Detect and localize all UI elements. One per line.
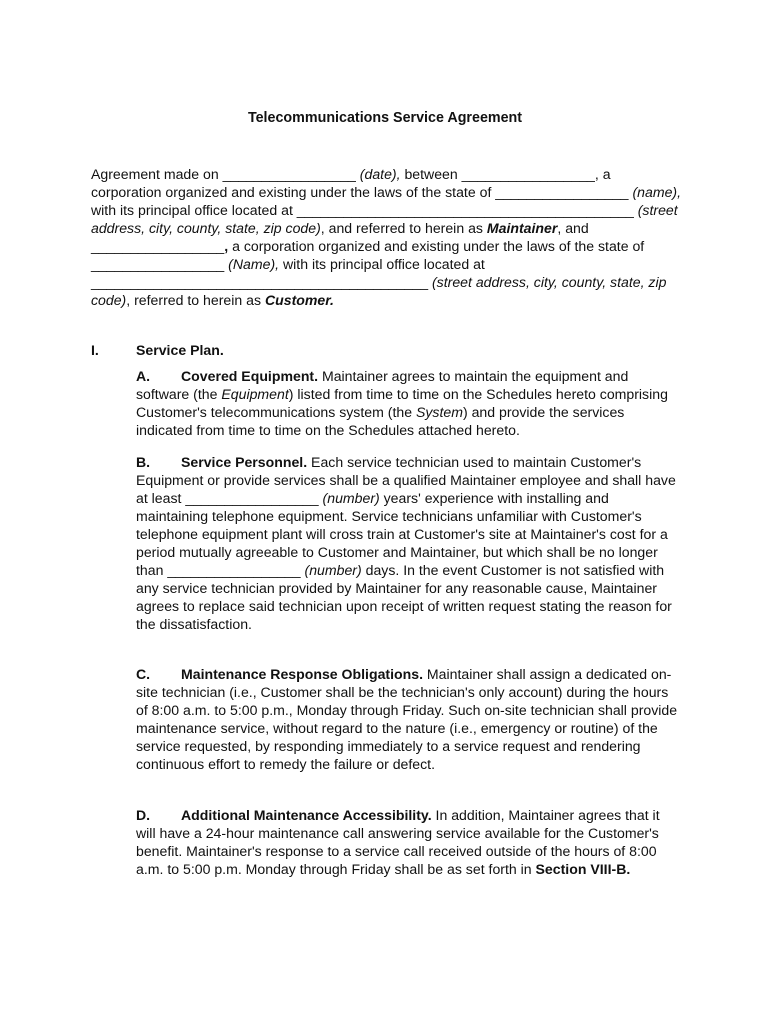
subsection-a-text-1: Maintainer agrees to maintain the equipment and software (the: [136, 368, 629, 402]
subsection-b-number-hint-1: (number): [322, 490, 380, 506]
intro-text-7: , and referred to herein as: [320, 220, 487, 236]
section-heading: [91, 341, 691, 359]
intro-text-3: between _________________, a corporation organized and existing under the laws of the state of _________________: [91, 166, 633, 200]
system-term: System: [415, 404, 463, 420]
intro-paragraph: [91, 165, 681, 309]
section-title: Service Plan.: [136, 342, 224, 358]
equipment-term: Equipment: [221, 386, 289, 402]
intro-text-9: , and _________________: [91, 220, 589, 254]
subsection-b-letter: B.: [136, 454, 151, 470]
document-title: Telecommunications Service Agreement: [247, 110, 523, 126]
subsection-c: [136, 665, 681, 773]
subsection-b-text-5: days. In the event Customer is not satisfied with any service technician provided by Maintainer for any reasonable cause, Maintainer agrees to replace said technician upon receipt of written request stating the reason for the dissatisfaction.: [136, 562, 672, 632]
subsection-c-text-1: Maintainer shall assign a dedicated on-site technician (i.e., Customer shall be the technician's only account) during the hours of 8:00 a.m. to 5:00 p.m., Monday through Friday. Such on-site technician shall provide maintenance service, without regard to the nature (i.e., emergency or routine) of the service requested, by responding immediately to a service request and rendering continuous effort to remedy the failure or defect.: [136, 666, 678, 772]
intro-text-15: , referred to herein as: [126, 292, 265, 308]
subsection-d-heading: Additional Maintenance Accessibility.: [181, 807, 432, 823]
subsection-d-letter: D.: [136, 807, 151, 823]
subsection-a-text-3: ) listed from time to time on the Schedules hereto comprising Customer's telecommunications system (the: [136, 386, 668, 420]
subsection-b-text-3: years' experience with installing and maintaining telephone equipment. Service technicians unfamiliar with Customer's telephone equipment plant will cross train at Customer's site at Maintainer's cost for a period mutually agreeable to Customer and Maintainer, but which shall be no longer than _________________: [136, 490, 668, 578]
intro-address-hint-2: (street address, city, county, state, zip code): [91, 274, 667, 308]
subsection-d: [136, 806, 681, 878]
intro-text-11: a corporation organized and existing under the laws of the state of _________________: [91, 238, 645, 272]
subsection-b: [136, 453, 681, 633]
subsection-c-letter: C.: [136, 666, 151, 682]
maintainer-term: Maintainer: [486, 220, 558, 236]
intro-text-5: with its principal office located at ___________________________________________: [91, 202, 638, 218]
subsection-a-heading: Covered Equipment.: [181, 368, 319, 384]
intro-text-1: Agreement made on _________________: [91, 166, 360, 182]
subsection-b-text-1: Each service technician used to maintain Customer's Equipment or provide services shall be a qualified Maintainer employee and shall have at least _________________: [136, 454, 676, 506]
subsection-d-text-1: In addition, Maintainer agrees that it will have a 24-hour maintenance call answering service available for the Customer's benefit. Maintainer's response to a service call received outside of the hours of 8:00 a.m. to 5:00 p.m. Monday through Friday shall be as set forth in: [136, 807, 660, 877]
subsection-b-heading: Service Personnel.: [181, 454, 308, 470]
customer-term: Customer.: [264, 292, 334, 308]
subsection-a-text-5: ) and provide the services indicated from time to time on the Schedules attached hereto.: [136, 404, 625, 438]
intro-address-hint-1: (street address, city, county, state, zip code): [91, 202, 678, 236]
intro-name-hint: (name),: [632, 184, 682, 200]
intro-text-13: with its principal office located at ___________________________________________: [91, 256, 485, 290]
intro-name-hint-2: (Name),: [228, 256, 280, 272]
intro-bold-comma: ,: [224, 238, 229, 254]
subsection-a-letter: A.: [136, 368, 151, 384]
intro-date-hint: (date),: [359, 166, 401, 182]
section-reference: Section VIII-B.: [535, 861, 631, 877]
subsection-b-number-hint-2: (number): [304, 562, 362, 578]
subsection-c-heading: Maintenance Response Obligations.: [181, 666, 423, 682]
subsection-a: [136, 367, 681, 439]
section-number: I.: [91, 342, 99, 358]
